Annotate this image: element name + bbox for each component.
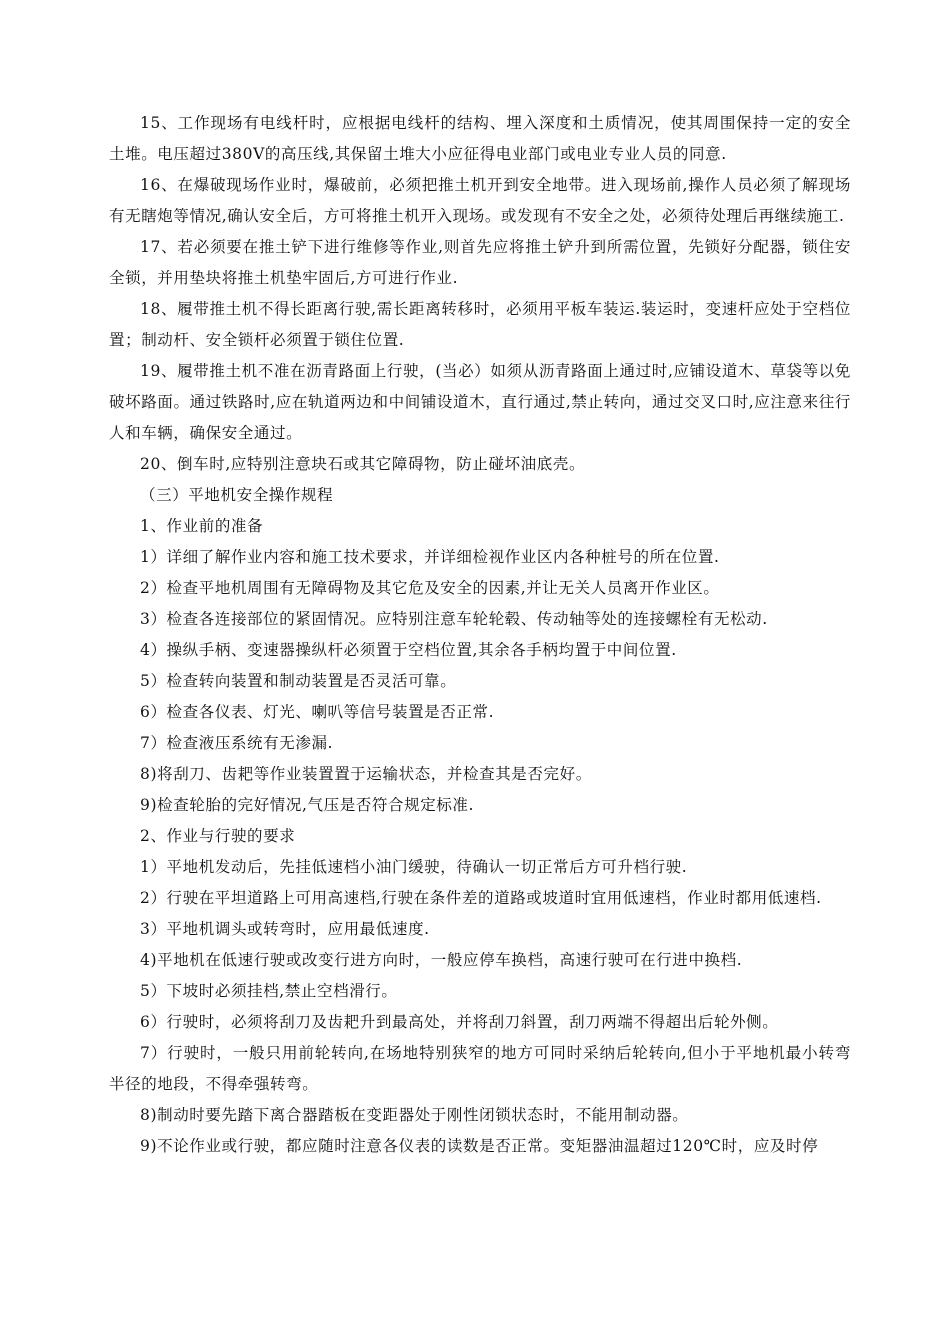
prep-item-3: 3）检查各连接部位的紧固情况。应特别注意车轮轮毂、传动轴等处的连接螺栓有无松动. — [140, 610, 768, 628]
operation-item-7: 7）行驶时，一般只用前轮转向,在场地特别狭窄的地方可同时采纳后轮转向,但小于平地机最小转弯半径的地段，不得牵强转弯。 — [109, 1044, 851, 1093]
prep-item-5: 5）检查转向装置和制动装置是否灵活可靠。 — [140, 672, 457, 690]
paragraph-19-asphalt-road: 19、履带推土机不准在沥青路面上行驶，(当必）如须从沥青路面上通过时,应铺设道木、草袋等以免破坏路面。通过铁路时,应在轨道两边和中间铺设道木，直行通过,禁止转向，通过交叉口时,应注意来往行人和车辆，确保安全通过。 — [109, 362, 851, 442]
operation-item-5: 5）下坡时必须挂档,禁止空档滑行。 — [140, 982, 398, 1000]
prep-item-4: 4）操纵手柄、变速器操纵杆必须置于空档位置,其余各手柄均置于中间位置. — [140, 641, 677, 659]
subheading-preparation: 1、作业前的准备 — [140, 517, 264, 535]
prep-item-6: 6）检查各仪表、灯光、喇叭等信号装置是否正常. — [140, 703, 495, 721]
document-body — [109, 108, 851, 1162]
paragraph-20-reversing: 20、倒车时,应特别注意块石或其它障碍物，防止碰坏油底壳。 — [140, 455, 586, 473]
prep-item-1: 1）详细了解作业内容和施工技术要求，并详细检视作业区内各种桩号的所在位置. — [140, 548, 720, 566]
paragraph-15-power-poles: 15、工作现场有电线杆时，应根据电线杆的结构、埋入深度和土质情况，使其周围保持一定的安全土堆。电压超过380V的高压线,其保留土堆大小应征得电业部门或电业专业人员的同意. — [109, 114, 851, 163]
operation-item-1: 1）平地机发动后，先挂低速档小油门缓驶，待确认一切正常后方可升档行驶. — [140, 858, 688, 876]
section-heading-grader: （三）平地机安全操作规程 — [140, 486, 334, 504]
paragraph-18-long-distance-transfer: 18、履带推土机不得长距离行驶,需长距离转移时，必须用平板车装运.装运时，变速杆应处于空档位置；制动杆、安全锁杆必须置于锁住位置. — [109, 300, 851, 349]
prep-item-7: 7）检查液压系统有无渗漏. — [140, 734, 334, 752]
operation-item-6: 6）行驶时，必须将刮刀及齿耙升到最高处，并将刮刀斜置，刮刀两端不得超出后轮外侧。 — [140, 1013, 779, 1031]
prep-item-9: 9)检查轮胎的完好情况,气压是否符合规定标准. — [140, 796, 475, 814]
prep-item-8: 8)将刮刀、齿耙等作业装置置于运输状态，并检查其是否完好。 — [140, 765, 592, 783]
operation-item-9: 9)不论作业或行驶，都应随时注意各仪表的读数是否正常。变矩器油温超过120℃时，应及时停 — [140, 1137, 819, 1155]
paragraph-16-blasting-site: 16、在爆破现场作业时，爆破前，必须把推土机开到安全地带。进入现场前,操作人员必须了解现场有无瞎炮等情况,确认安全后，方可将推土机开入现场。或发现有不安全之处，必须待处理后再继续施工. — [109, 176, 851, 225]
subheading-operation: 2、作业与行驶的要求 — [140, 827, 296, 845]
prep-item-2: 2）检查平地机周围有无障碍物及其它危及安全的因素,并让无关人员离开作业区。 — [140, 579, 720, 597]
operation-item-3: 3）平地机调头或转弯时，应用最低速度. — [140, 920, 430, 938]
operation-item-4: 4)平地机在低速行驶或改变行进方向时，一般应停车换档，高速行驶可在行进中换档. — [140, 951, 743, 969]
operation-item-8: 8)制动时要先踏下离合器踏板在变距器处于刚性闭锁状态时，不能用制动器。 — [140, 1106, 689, 1124]
paragraph-17-maintenance-under-blade: 17、若必须要在推土铲下进行维修等作业,则首先应将推土铲升到所需位置，先锁好分配器，锁住安全锁，并用垫块将推土机垫牢固后,方可进行作业. — [109, 238, 851, 287]
operation-item-2: 2）行驶在平坦道路上可用高速档,行驶在条件差的道路或坡道时宜用低速档，作业时都用低速档. — [140, 889, 822, 907]
